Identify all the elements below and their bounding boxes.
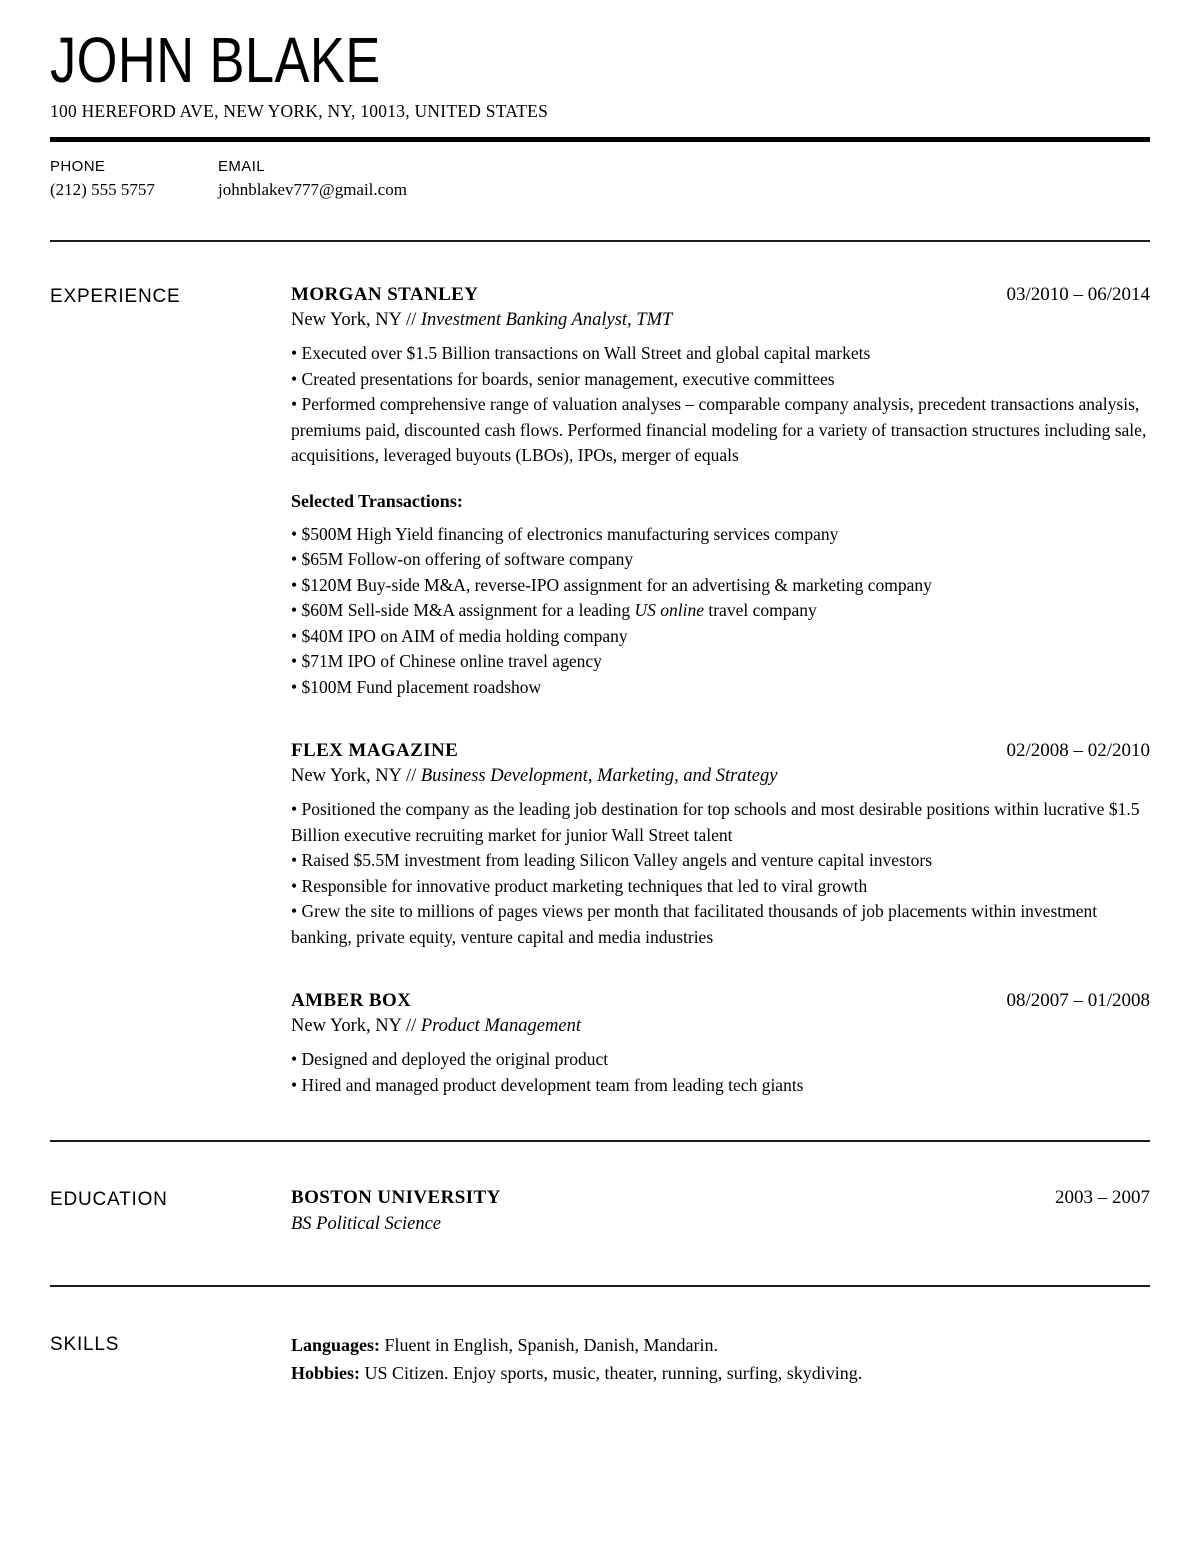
skills-section: [50, 1332, 1150, 1387]
bullet-item: • $71M IPO of Chinese online travel agency: [291, 651, 602, 671]
company-name: FLEX MAGAZINE: [291, 740, 459, 761]
bullet-item: • Responsible for innovative product marketing techniques that led to viral growth: [291, 875, 868, 896]
candidate-address: 100 HEREFORD AVE, NEW YORK, NY, 10013, UNITED STATES: [50, 101, 549, 121]
bullet-item: • $500M High Yield financing of electronics manufacturing services company: [291, 523, 839, 544]
job-location: New York, NY //: [291, 766, 421, 786]
experience-section-body: [291, 284, 1150, 1098]
job-dates: 03/2010 – 06/2014: [1006, 284, 1150, 305]
subsection-title: Selected Transactions:: [291, 490, 463, 511]
bullet-item: • $100M Fund placement roadshow: [291, 676, 542, 697]
bullet-item: • $40M IPO on AIM of media holding company: [291, 625, 628, 646]
job-location: New York, NY //: [291, 1016, 421, 1036]
job-dates: 08/2007 – 01/2008: [1006, 990, 1150, 1011]
job-entry-amber-box: [291, 990, 1150, 1098]
bullet-item: • Performed comprehensive range of valuation analyses – comparable company analysis, precedent transactions analysis, premiums paid, discounted cash flows. Performed financial modeling for a variety of transaction structures including sale, acquisitions, leveraged buyouts (LBOs), IPOs, merger of equals: [291, 394, 1147, 465]
job-bullets: [291, 797, 1150, 950]
education-section: [50, 1187, 1150, 1235]
skill-row-text: US Citizen. Enjoy sports, music, theater, running, surfing, skydiving.: [360, 1362, 863, 1383]
company-name: MORGAN STANLEY: [291, 284, 479, 305]
job-role: Business Development, Marketing, and Strategy: [420, 766, 778, 786]
header-divider-thick: [50, 137, 1150, 142]
experience-section-label: EXPERIENCE: [50, 286, 181, 307]
education-section-label: EDUCATION: [50, 1189, 168, 1210]
education-header: [291, 1187, 1150, 1209]
job-entry-flex-magazine: [291, 740, 1150, 950]
skill-row-languages: [291, 1332, 1150, 1360]
contact-email-block: [218, 158, 407, 200]
job-role: Product Management: [420, 1016, 581, 1036]
contact-row: [50, 158, 1150, 200]
job-header: [291, 990, 1150, 1012]
bullet-item: • $120M Buy-side M&A, reverse-IPO assignment for an advertising & marketing company: [291, 574, 932, 595]
candidate-name: [50, 24, 1150, 96]
resume-header: [50, 24, 1150, 242]
contact-phone-block: [50, 158, 218, 200]
bullet-item: • Hired and managed product development team from leading tech giants: [291, 1074, 804, 1095]
email-value: johnblakev777@gmail.com: [218, 180, 407, 199]
job-subheader: [291, 1016, 1150, 1037]
email-label: EMAIL: [218, 158, 266, 175]
skill-row-title: Hobbies:: [291, 1362, 361, 1383]
education-divider: [50, 1140, 1150, 1142]
bullet-item: • Raised $5.5M investment from leading Silicon Valley angels and venture capital investors: [291, 850, 933, 870]
phone-label: PHONE: [50, 158, 106, 175]
bullet-item: • $60M Sell-side M&A assignment for a leading US online travel company: [291, 600, 817, 620]
phone-value: (212) 555 5757: [50, 180, 155, 199]
bullet-item: • Positioned the company as the leading job destination for top schools and most desirable positions within lucrative $1.5 Billion executive recruiting market for junior Wall Street talent: [291, 799, 1140, 845]
skills-divider: [50, 1285, 1150, 1287]
company-name: AMBER BOX: [291, 990, 412, 1011]
skill-row-hobbies: [291, 1360, 1150, 1388]
job-header: [291, 284, 1150, 306]
job-dates: 02/2008 – 02/2010: [1006, 740, 1150, 761]
skill-row-title: Languages:: [291, 1335, 381, 1355]
bullet-item: • Designed and deployed the original product: [291, 1049, 609, 1069]
contact-divider: [50, 240, 1150, 242]
bullet-item: • Created presentations for boards, senior management, executive committees: [291, 368, 835, 389]
job-subheader: [291, 766, 1150, 787]
job-role: Investment Banking Analyst, TMT: [420, 310, 673, 330]
job-entry-morgan-stanley: [291, 284, 1150, 700]
job-bullets: [291, 341, 1150, 469]
subsection-bullets: [291, 522, 1150, 701]
education-section-body: [291, 1187, 1150, 1235]
job-header: [291, 740, 1150, 762]
bullet-item: • $65M Follow-on offering of software company: [291, 549, 634, 569]
job-subheader: [291, 310, 1150, 331]
candidate-name-text: JOHN BLAKE: [50, 24, 381, 96]
experience-section: [50, 284, 1150, 1098]
skills-section-label: SKILLS: [50, 1334, 120, 1355]
bullet-item: • Grew the site to millions of pages views per month that facilitated thousands of job placements within investment banking, private equity, venture capital and media industries: [291, 901, 1098, 947]
job-location: New York, NY //: [291, 310, 421, 330]
school-name: BOSTON UNIVERSITY: [291, 1187, 501, 1208]
degree: BS Political Science: [291, 1214, 441, 1234]
job-bullets: [291, 1047, 1150, 1098]
education-dates: 2003 – 2007: [1055, 1187, 1150, 1208]
skill-row-text: Fluent in English, Spanish, Danish, Mandarin.: [380, 1335, 718, 1355]
skills-section-body: [291, 1332, 1150, 1387]
bullet-item: • Executed over $1.5 Billion transactions on Wall Street and global capital markets: [291, 343, 871, 363]
